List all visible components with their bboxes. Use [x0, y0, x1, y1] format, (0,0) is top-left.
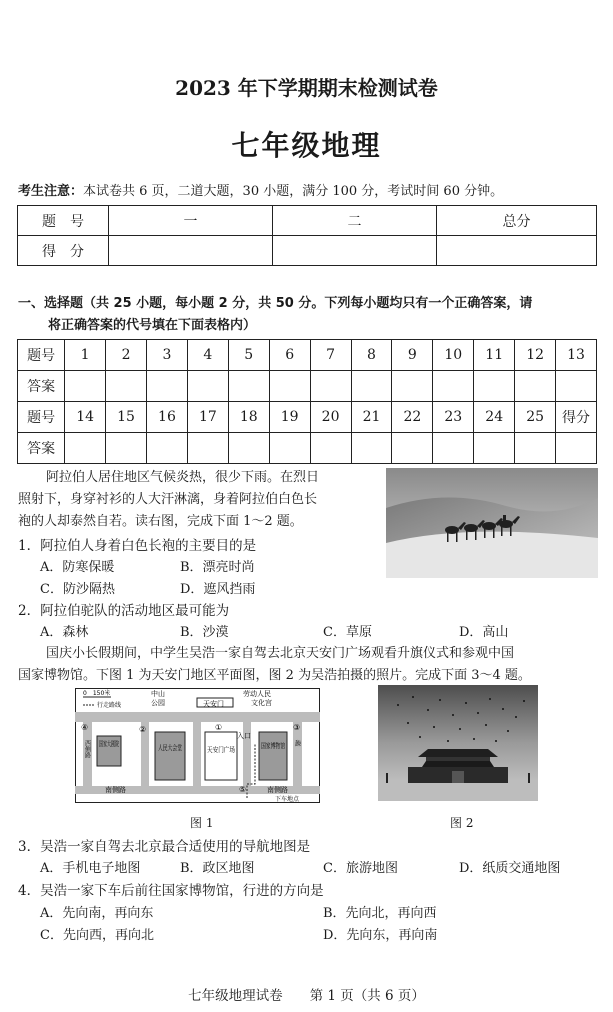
score-table	[17, 205, 597, 266]
answer-cell[interactable]	[474, 433, 515, 464]
q1-option-b[interactable]: B．漂亮时尚	[180, 560, 255, 575]
answer-q-number: 9	[392, 340, 433, 371]
map-nanxiang-east: 南侧路	[267, 786, 288, 794]
q3-option-b[interactable]: B．政区地图	[180, 861, 255, 876]
map-theater: 国家大剧院	[99, 740, 134, 748]
answer-cell[interactable]	[147, 371, 188, 402]
answer-cell[interactable]	[147, 433, 188, 464]
q1-option-a[interactable]: A．防寒保暖	[40, 560, 115, 575]
q3-option-a[interactable]: A．手机电子地图	[40, 861, 141, 876]
score-header-cell: 题 号	[18, 206, 109, 236]
answer-q-number: 19	[269, 402, 310, 433]
answer-q-number: 7	[310, 340, 351, 371]
answer-q-number: 16	[147, 402, 188, 433]
map-marker-1: ①	[215, 723, 223, 732]
map-entrance: 入口	[237, 732, 251, 740]
answer-q-number: 23	[433, 402, 474, 433]
tiananmen-photo-image	[378, 685, 538, 801]
answer-q-number: 25	[515, 402, 556, 433]
answer-cell[interactable]	[556, 371, 597, 402]
q4-option-d[interactable]: D．先向东，再向南	[323, 928, 438, 943]
answer-cell[interactable]	[65, 433, 106, 464]
answer-cell[interactable]	[310, 433, 351, 464]
q4-option-c[interactable]: C．先向西，再向北	[40, 928, 154, 943]
answer-q-number: 2	[106, 340, 147, 371]
answer-cell[interactable]	[310, 371, 351, 402]
map-legend-walk: 行走路线	[97, 702, 122, 709]
answer-cell[interactable]	[228, 371, 269, 402]
answer-q-number: 13	[556, 340, 597, 371]
passage1	[18, 467, 378, 533]
passage2-line: 国庆小长假期间，中学生吴浩一家自驾去北京天安门广场观看升旗仪式和参观中国	[46, 646, 515, 661]
answer-table	[17, 339, 597, 464]
answer-q-number: 21	[351, 402, 392, 433]
q2-option-c[interactable]: C．草原	[323, 625, 372, 640]
page-footer: 七年级地理试卷 第 1 页（共 6 页）	[188, 988, 425, 1004]
answer-cell[interactable]	[269, 433, 310, 464]
tiananmen-map	[75, 688, 320, 803]
score-input-cell[interactable]	[273, 236, 437, 266]
answer-a-label: 答案	[18, 433, 65, 464]
question-3-stem: 3．吴浩一家自驾去北京最合适使用的导航地图是	[18, 839, 311, 855]
map-museum: 国家博物馆	[261, 742, 296, 750]
score-input-cell[interactable]	[109, 236, 273, 266]
answer-q-number: 22	[392, 402, 433, 433]
answer-q-number: 24	[474, 402, 515, 433]
answer-cell[interactable]	[269, 371, 310, 402]
map-marker-5: ⑤	[239, 785, 247, 794]
candidate-notice	[18, 180, 608, 199]
answer-q-label: 题号	[18, 402, 65, 433]
passage1-line: 袍的人却泰然自若。读右图，完成下面 1～2 题。	[18, 514, 303, 529]
answer-score-label: 得分	[556, 402, 597, 433]
exam-title: 2023 年下学期期末检测试卷	[175, 76, 438, 100]
map-drop-point: 下车地点	[275, 796, 300, 803]
answer-q-label: 题号	[18, 340, 65, 371]
score-header-cell: 一	[109, 206, 273, 236]
subject-title: 七年级地理	[231, 129, 382, 162]
map-tiananmen: 天安门	[203, 700, 224, 708]
answer-cell[interactable]	[65, 371, 106, 402]
map-laodong2: 文化宫	[251, 699, 272, 707]
section1-line2: 将正确答案的代号填在下面表格内）	[48, 318, 257, 333]
answer-q-number: 11	[474, 340, 515, 371]
map-scale: 0 150米	[83, 690, 111, 697]
answer-a-label: 答案	[18, 371, 65, 402]
tiananmen-map-svg	[75, 688, 320, 803]
passage1-line: 阿拉伯人居住地区气候炎热，很少下雨。在烈日	[46, 470, 320, 485]
answer-q-number: 14	[65, 402, 106, 433]
answer-cell[interactable]	[515, 371, 556, 402]
answer-q-number: 12	[515, 340, 556, 371]
section1-line1: 一、选择题（共 25 小题，每小题 2 分，共 50 分。下列每小题均只有一个正确答案，请	[18, 296, 533, 311]
desert-camel-photo	[386, 468, 598, 578]
figure-1-caption: 图 1	[190, 816, 214, 830]
passage2-line: 国家博物馆。下图 1 为天安门地区平面图，图 2 为吴浩拍摄的照片。完成下面 3～4 题。	[18, 668, 531, 683]
q3-option-c[interactable]: C．旅游地图	[323, 861, 398, 876]
q1-option-c[interactable]: C．防沙隔热	[40, 582, 115, 597]
map-gongyuan: 公园	[151, 699, 165, 707]
answer-cell[interactable]	[351, 433, 392, 464]
map-square: 天安门广场	[207, 746, 242, 754]
question-4-stem: 4．吴浩一家下车后前往国家博物馆，行进的方向是	[18, 883, 324, 899]
answer-cell[interactable]	[556, 433, 597, 464]
map-marker-2: ②	[139, 725, 147, 734]
answer-cell[interactable]	[187, 433, 228, 464]
question-1-stem: 1．阿拉伯人身着白色长袍的主要目的是	[18, 538, 257, 554]
figure-2-caption: 图 2	[450, 816, 474, 830]
answer-q-number: 3	[147, 340, 188, 371]
answer-q-number: 4	[187, 340, 228, 371]
desert-camel-image	[386, 468, 598, 578]
answer-cell[interactable]	[474, 371, 515, 402]
answer-q-number: 1	[65, 340, 106, 371]
answer-q-number: 17	[187, 402, 228, 433]
question-2-stem: 2．阿拉伯驼队的活动地区最可能为	[18, 603, 230, 619]
score-header-cell: 二	[273, 206, 437, 236]
answer-cell[interactable]	[106, 433, 147, 464]
answer-cell[interactable]	[433, 433, 474, 464]
answer-q-number: 20	[310, 402, 351, 433]
tiananmen-photo	[378, 685, 538, 801]
passage1-line: 照射下，身穿衬衫的人大汗淋漓，身着阿拉伯白色长	[18, 492, 318, 507]
map-east-road	[294, 740, 301, 747]
map-zhongshan: 中山	[151, 690, 165, 698]
answer-cell[interactable]	[433, 371, 474, 402]
answer-cell[interactable]	[392, 433, 433, 464]
q1-option-d[interactable]: D．遮风挡雨	[180, 582, 256, 597]
answer-cell[interactable]	[106, 371, 147, 402]
q2-option-d[interactable]: D．高山	[459, 625, 509, 640]
q4-option-a[interactable]: A．先向南，再向东	[40, 906, 154, 921]
answer-q-number: 8	[351, 340, 392, 371]
score-header-cell: 总分	[437, 206, 597, 236]
notice-label: 考生注意：	[18, 184, 84, 199]
passage2	[18, 643, 608, 687]
answer-cell[interactable]	[187, 371, 228, 402]
map-marker-4: ④	[81, 723, 89, 732]
map-nanxiang: 南侧路	[105, 786, 126, 794]
answer-q-number: 10	[433, 340, 474, 371]
score-row-label: 得 分	[18, 236, 109, 266]
q4-option-b[interactable]: B．先向北，再向西	[323, 906, 437, 921]
answer-cell[interactable]	[392, 371, 433, 402]
answer-q-number: 15	[106, 402, 147, 433]
answer-cell[interactable]	[228, 433, 269, 464]
q3-option-d[interactable]: D．纸质交通地图	[459, 861, 561, 876]
map-hall: 人民大会堂	[158, 744, 193, 752]
answer-cell[interactable]	[351, 371, 392, 402]
answer-q-number: 18	[228, 402, 269, 433]
answer-q-number: 6	[269, 340, 310, 371]
map-laodong1: 劳动人民	[243, 690, 271, 698]
score-input-cell[interactable]	[437, 236, 597, 266]
notice-text: 本试卷共 6 页，二道大题，30 小题，满分 100 分，考试时间 60 分钟。	[83, 184, 504, 199]
answer-q-number: 5	[228, 340, 269, 371]
q2-option-a[interactable]: A．森林	[40, 625, 89, 640]
section1-heading	[18, 293, 603, 337]
q2-option-b[interactable]: B．沙漠	[180, 625, 229, 640]
map-west-road: 西侧路	[83, 740, 91, 758]
map-marker-3: ③	[293, 723, 301, 732]
answer-cell[interactable]	[515, 433, 556, 464]
